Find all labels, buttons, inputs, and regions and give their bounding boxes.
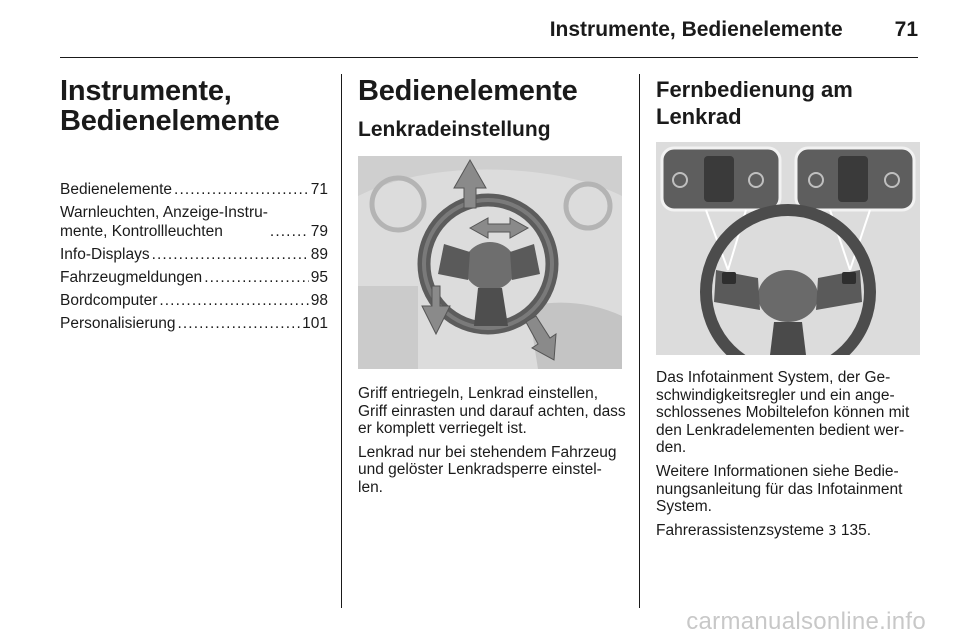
toc-entry-page: 89 [310,246,328,263]
toc-entry[interactable] [60,203,328,241]
toc-leader [204,268,309,287]
toc-entry-title: Bordcomputer [60,292,158,309]
column-toc [60,76,328,337]
column-divider [341,74,342,608]
toc-entry[interactable] [60,268,328,287]
toc-entry-title: Fahrzeugmeldungen [60,269,203,286]
page-header [550,18,918,42]
toc-leader [159,291,308,310]
column-divider [639,74,640,608]
toc-entry-page: 98 [310,292,328,309]
section-title: Bedienelemente [358,75,578,107]
toc-leader [152,245,309,264]
toc-entry-title: Warnleuchten, Anzeige-Instru- mente, Kontrollleuchten [60,204,268,240]
toc-entry[interactable] [60,180,328,199]
reference-page[interactable]: 135. [840,521,872,539]
column-controls [358,76,626,503]
page-number: 71 [894,18,918,41]
toc-entry-title: Personalisierung [60,315,176,332]
toc-entry[interactable] [60,245,328,264]
toc-entry[interactable] [60,314,328,333]
toc-entry-title: Info-Displays [60,246,150,263]
toc-leader [174,180,309,199]
toc-entry[interactable] [60,291,328,310]
toc-entry-page: 101 [302,315,328,332]
remote-control-text [656,369,924,540]
paragraph: Weitere Informationen siehe Bedie-nungsanleitung für das Infotainment System. [656,462,903,516]
toc-leader [270,222,309,241]
steering-adjustment-illustration [358,156,622,369]
toc-entry-page: 71 [310,181,328,198]
toc-entry-page: 79 [310,223,328,240]
table-of-contents [60,180,328,333]
header-rule [60,57,918,58]
chapter-title: Instrumente, Bedienelemente [60,75,280,137]
paragraph: Das Infotainment System, der Ge-schwindigkeitsregler und ein ange-schlossenes Mobiltelefon können mit den Lenkradelementen bedient wer-den. [656,369,910,457]
column-remote-control [656,76,924,546]
reference-arrow-icon[interactable]: 3 [828,523,837,539]
watermark: carmanualsonline.info [686,608,926,635]
cross-reference [656,522,924,541]
header-title: Instrumente, Bedienelemente [549,18,843,41]
steering-adjustment-text [358,385,626,497]
section-title: Fernbedienung am Lenkrad [656,77,853,129]
paragraph: Griff entriegeln, Lenkrad einstellen, Griff einrasten und darauf achten, dass er komplett verriegelt ist. [358,385,626,438]
reference-text: Fahrerassistenzsysteme [656,521,824,539]
toc-entry-title: Bedienelemente [60,181,173,198]
subsection-title: Lenkradeinstellung [358,118,551,141]
toc-leader [177,314,300,333]
toc-entry-page: 95 [310,269,328,286]
paragraph: Lenkrad nur bei stehendem Fahrzeug und gelöster Lenkradsperre einstel-len. [358,443,617,496]
steering-wheel-controls-illustration [656,142,920,355]
